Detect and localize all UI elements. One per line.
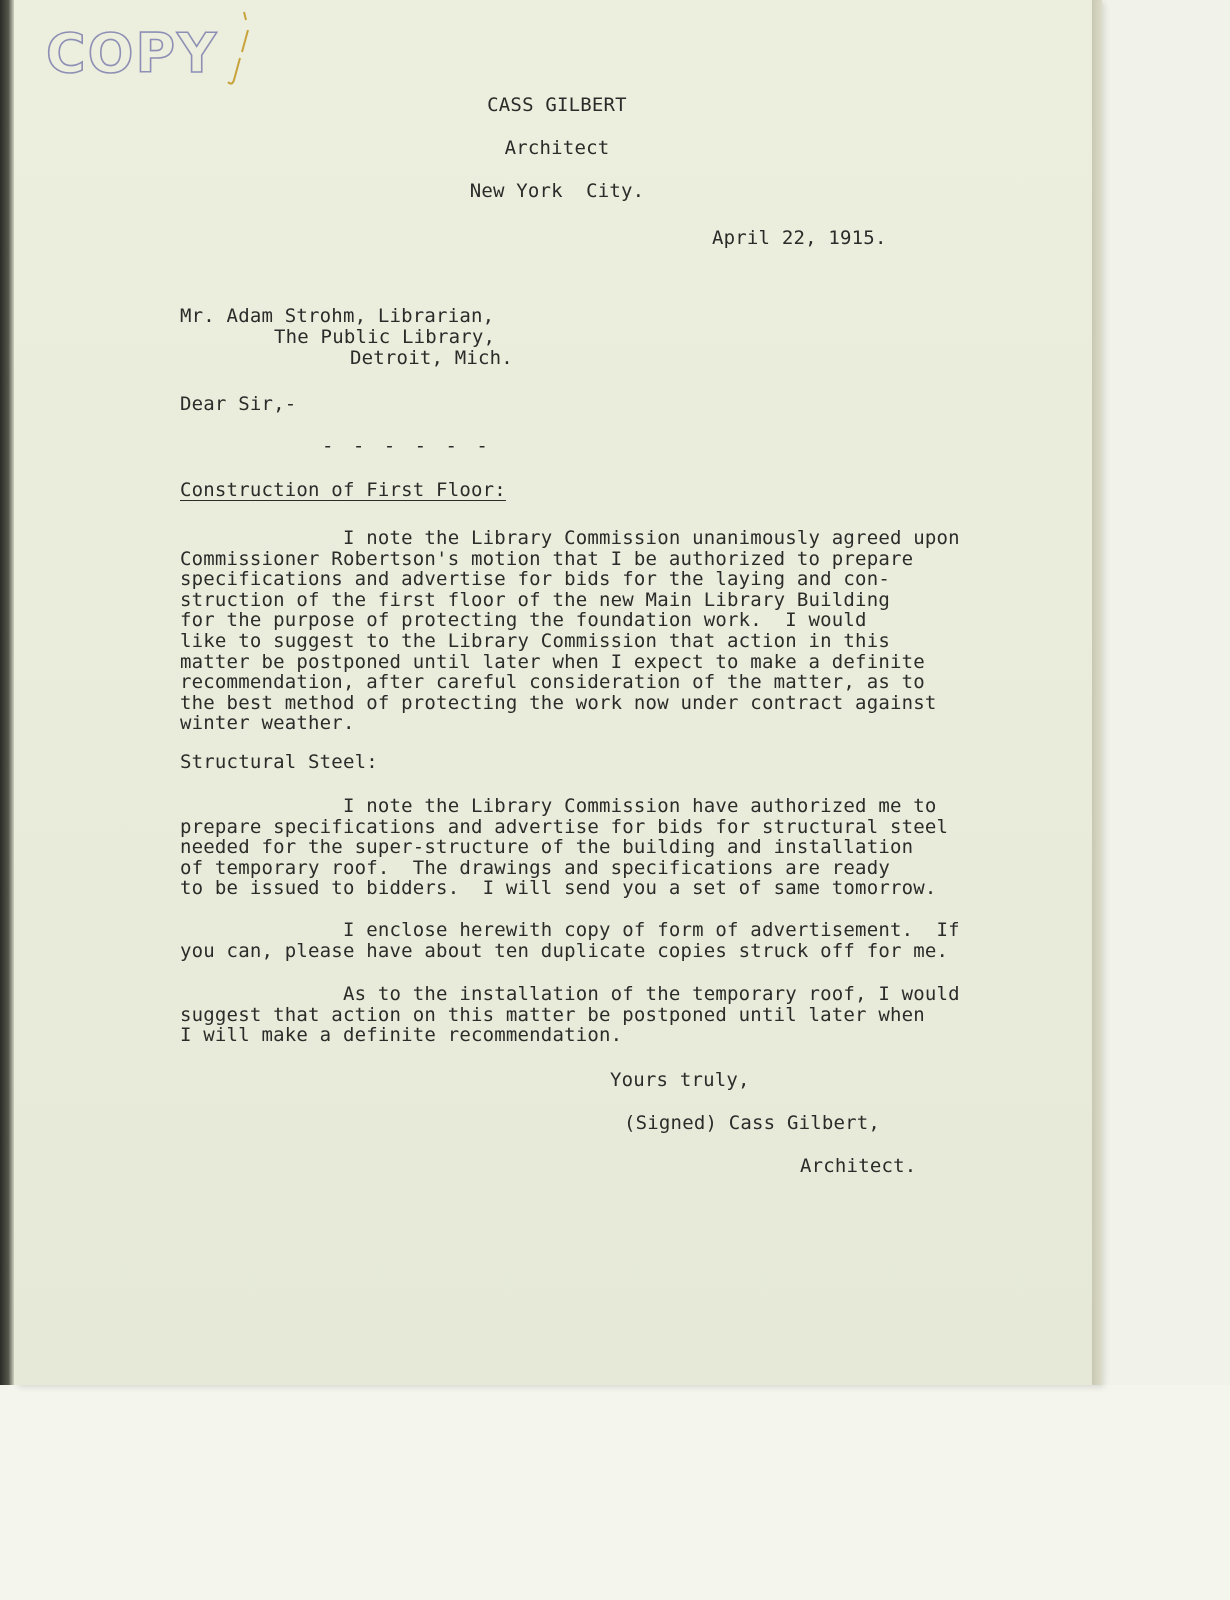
scan-left-edge	[0, 0, 14, 1600]
pen-mark-icon	[222, 8, 252, 88]
separator-dashes: - - - - - -	[322, 435, 492, 457]
heading-first-floor: Construction of First Floor:	[180, 479, 506, 501]
paragraph-temporary-roof: As to the installation of the temporary roof, I would suggest that action on this matter be postponed until later when I will make a definite recommendation.	[180, 983, 960, 1047]
paragraph-enclose: I enclose herewith copy of form of advertisement. If you can, please have about ten duplicate copies struck off for me.	[180, 919, 960, 962]
scan-background-right	[1100, 0, 1230, 1600]
closing-title: Architect.	[800, 1155, 917, 1177]
salutation: Dear Sir,-	[180, 393, 297, 415]
scan-background-bottom	[0, 1385, 1230, 1600]
copy-stamp: COPY	[46, 22, 219, 85]
closing-valediction: Yours truly,	[610, 1069, 750, 1091]
address-line-3: Detroit, Mich.	[350, 347, 513, 369]
address-line-1: Mr. Adam Strohm, Librarian,	[180, 305, 495, 327]
heading-structural-steel: Structural Steel:	[180, 751, 378, 773]
letterhead-title: Architect	[504, 137, 610, 159]
letter-date: April 22, 1915.	[712, 227, 887, 249]
address-line-2: The Public Library,	[274, 326, 496, 348]
paragraph-first-floor: I note the Library Commission unanimously agreed upon Commissioner Robertson's motion that I be authorized to prepare specifications and advertise for bids for the laying and con- struction of the first floor of the new Main Library Building for the purpose of protecting the foundation work. I would like to suggest to the Library Commission that action in this matter be postponed until later when I expect to make a definite recommendation, after careful consideration of the matter, as to the best method of protecting the work now under contract against winter weather.	[180, 527, 960, 735]
closing-signature: (Signed) Cass Gilbert,	[624, 1112, 881, 1134]
paragraph-structural-steel: I note the Library Commission have authorized me to prepare specifications and advertise for bids for structural steel needed for the super-structure of the building and installation of temporary roof. The drawings and specifications are ready to be issued to bidders. I will send you a set of same tomorrow.	[180, 795, 949, 900]
letterhead-name: CASS GILBERT	[487, 94, 627, 116]
letterhead-city: New York City.	[469, 180, 645, 202]
page-edge-shadow	[1092, 0, 1102, 1385]
